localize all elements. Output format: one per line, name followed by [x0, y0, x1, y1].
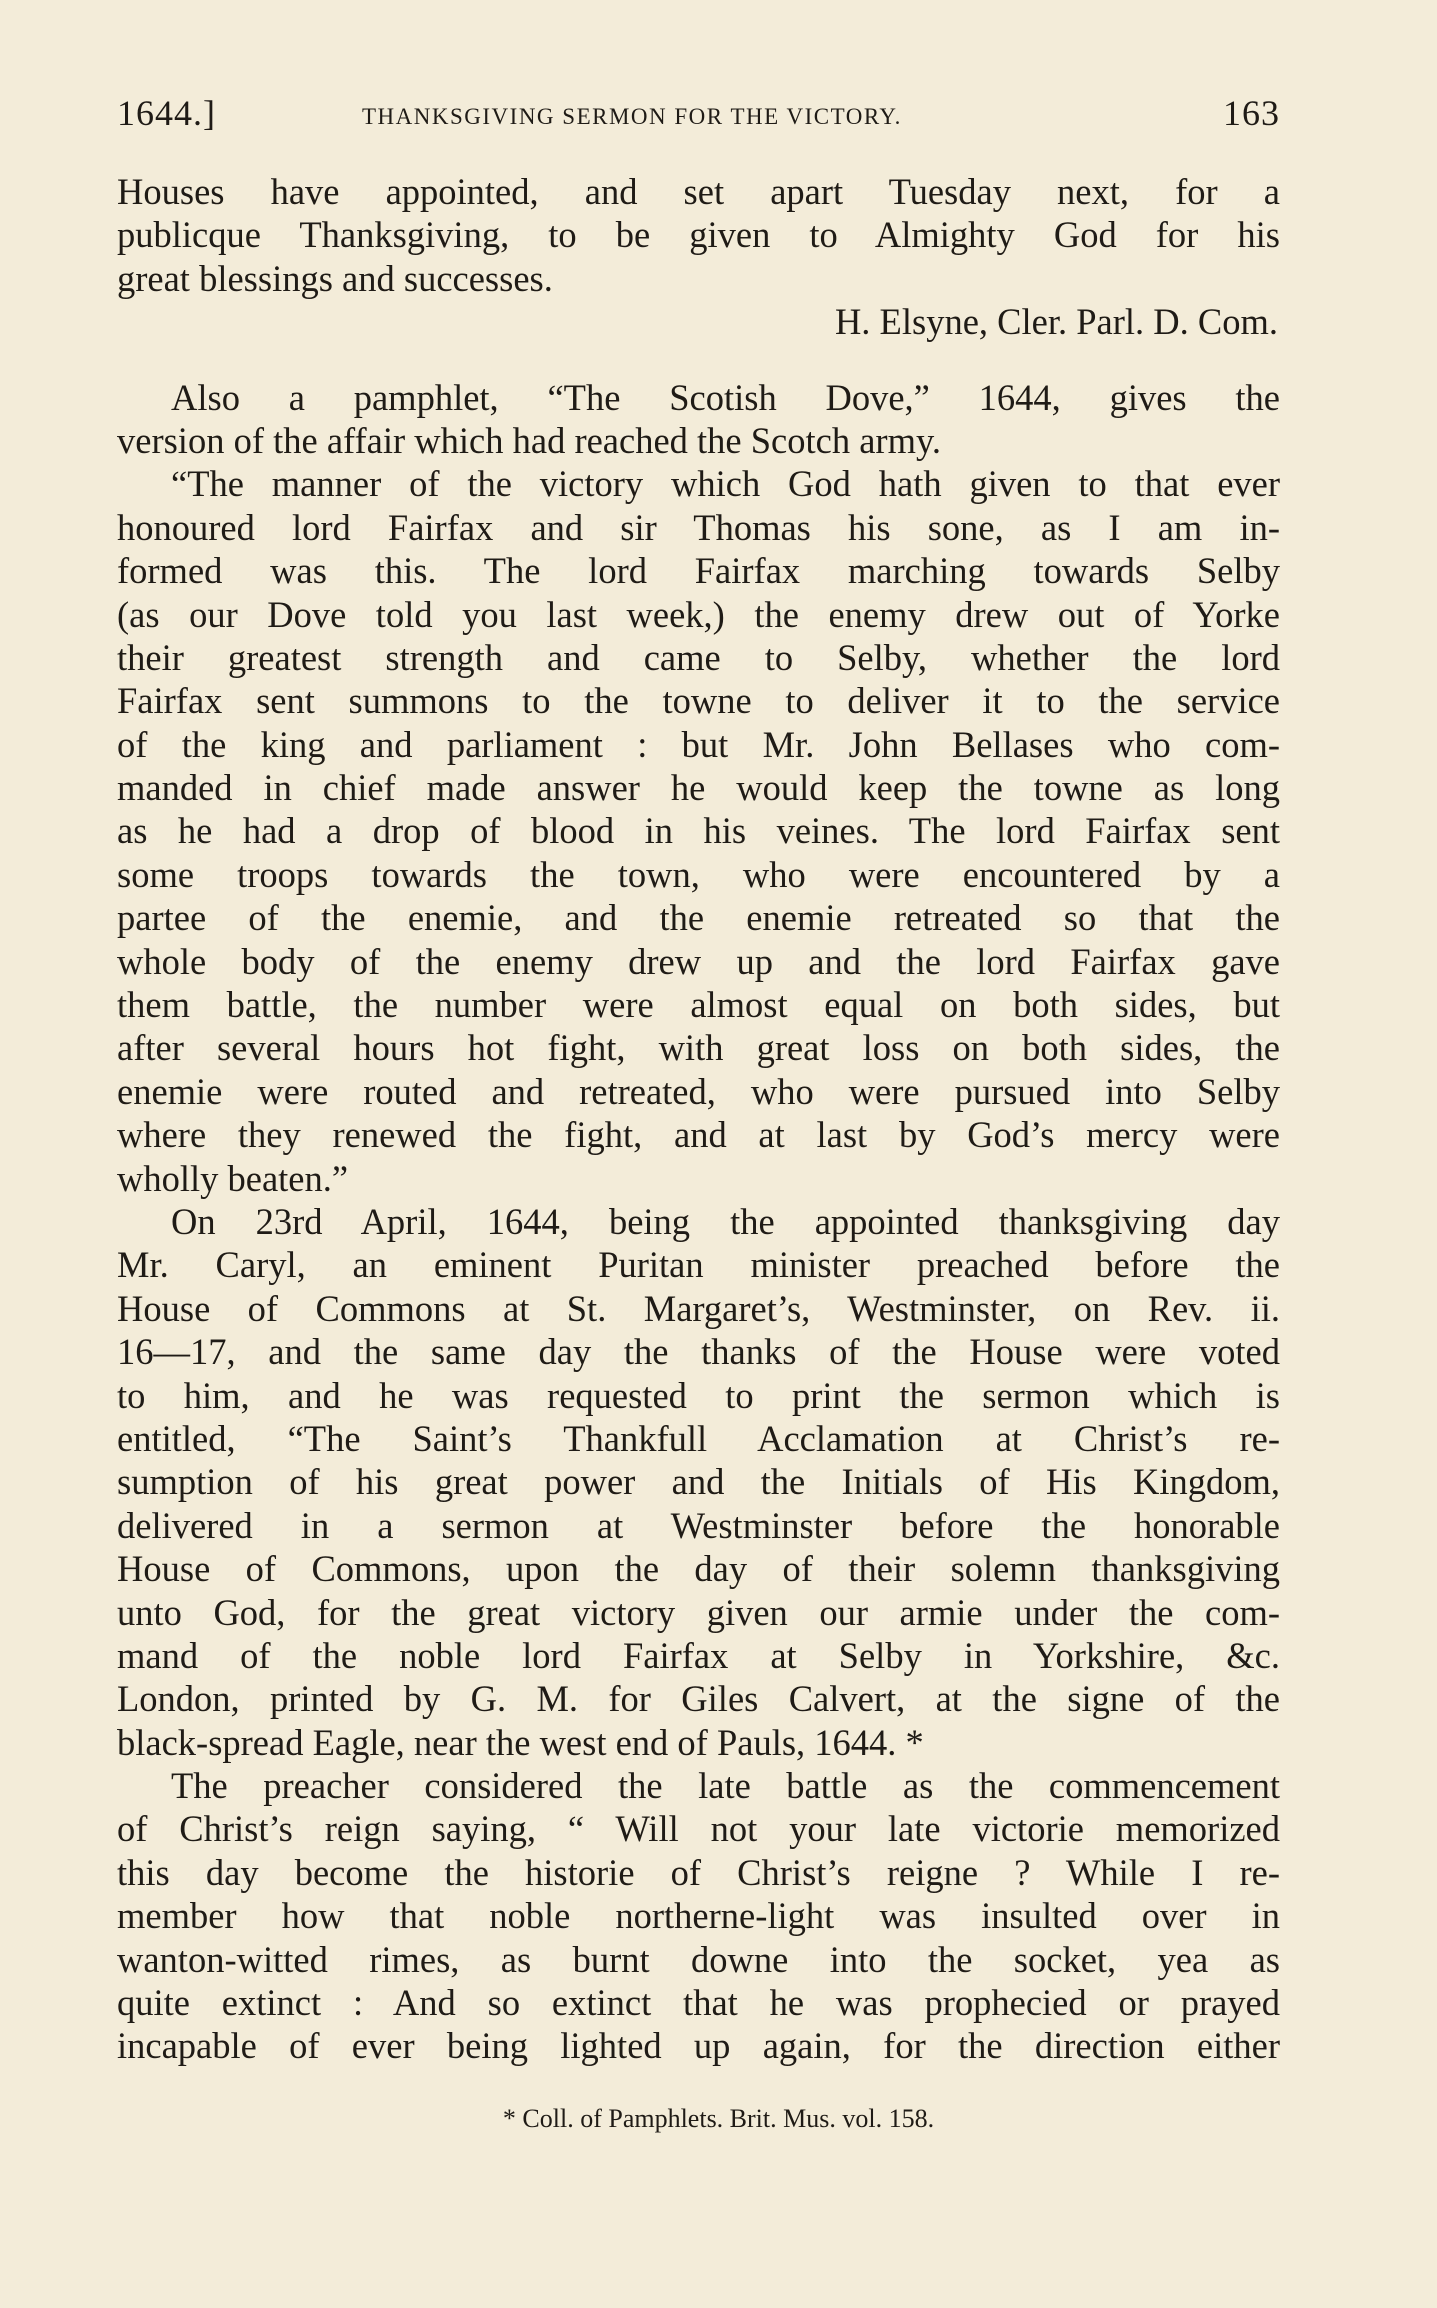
paragraph-2: [117, 376, 1280, 463]
text-line: delivered in a sermon at Westminster before the honorable: [117, 1504, 1280, 1546]
text-line: incapable of ever being lighted up again, for the direction either: [117, 2025, 1280, 2067]
text-line: Fairfax sent summons to the towne to deliver it to the service: [117, 680, 1280, 722]
text-line: Mr. Caryl, an eminent Puritan minister preached before the: [117, 1244, 1280, 1286]
text-line: of the king and parliament : but Mr. John Bellases who com-: [117, 723, 1280, 765]
text-line: House of Commons, upon the day of their solemn thanksgiving: [117, 1548, 1280, 1590]
text-line: honoured lord Fairfax and sir Thomas his sone, as I am in-: [117, 506, 1280, 548]
footnote: * Coll. of Pamphlets. Brit. Mus. vol. 158.: [502, 2104, 935, 2133]
text-line: where they renewed the fight, and at last by God’s mercy were: [117, 1114, 1280, 1156]
text-line: The preacher considered the late battle as the commencement: [171, 1765, 1280, 1807]
text-line: black-spread Eagle, near the west end of Pauls, 1644. *: [117, 1721, 924, 1763]
text-line: wanton-witted rimes, as burnt downe into the socket, yea as: [117, 1938, 1280, 1980]
text-line: Houses have appointed, and set apart Tuesday next, for a: [117, 171, 1280, 212]
text-line: them battle, the number were almost equal on both sides, but: [117, 984, 1280, 1026]
paragraph-3: [117, 462, 1280, 1200]
text-line: this day become the historie of Christ’s reigne ? While I re-: [117, 1851, 1280, 1893]
header-title: THANKSGIVING SERMON FOR THE VICTORY.: [362, 104, 902, 129]
page-number: 163: [1223, 93, 1280, 133]
text-line: of Christ’s reign saying, “ Will not your late victorie memorized: [117, 1808, 1280, 1850]
signature: H. Elsyne, Cler. Parl. D. Com.: [834, 301, 1278, 343]
text-line: “The manner of the victory which God hath given to that ever: [171, 463, 1280, 505]
text-line: whole body of the enemy drew up and the lord Fairfax gave: [117, 940, 1280, 982]
paragraph-gap: [117, 344, 1280, 376]
text-line: some troops towards the town, who were encountered by a: [117, 853, 1280, 895]
text-line: as he had a drop of blood in his veines. The lord Fairfax sent: [117, 810, 1280, 852]
text-line: quite extinct : And so extinct that he was prophecied or prayed: [117, 1982, 1280, 2024]
text-line: House of Commons at St. Margaret’s, Westminster, on Rev. ii.: [117, 1287, 1280, 1329]
text-line: unto God, for the great victory given our armie under the com-: [117, 1591, 1280, 1633]
text-line: formed was this. The lord Fairfax marching towards Selby: [117, 550, 1280, 592]
text-line: entitled, “The Saint’s Thankfull Acclamation at Christ’s re-: [117, 1417, 1280, 1459]
text-line: member how that noble northerne-light was insulted over in: [117, 1895, 1280, 1937]
text-line: (as our Dove told you last week,) the enemy drew out of Yorke: [117, 593, 1280, 635]
text-line: enemie were routed and retreated, who were pursued into Selby: [117, 1070, 1280, 1112]
text-line: to him, and he was requested to print the sermon which is: [117, 1374, 1280, 1416]
text-line: wholly beaten.”: [117, 1157, 349, 1199]
running-head: [117, 92, 1280, 142]
text-line: publicque Thanksgiving, to be given to Almighty God for his: [117, 214, 1280, 256]
text-line: their greatest strength and came to Selby, whether the lord: [117, 636, 1280, 678]
paragraph-4: [117, 1200, 1280, 1764]
paragraph-5: [117, 1764, 1280, 2068]
text-line: 16—17, and the same day the thanks of the House were voted: [117, 1331, 1280, 1373]
text-line: On 23rd April, 1644, being the appointed thanksgiving day: [171, 1200, 1280, 1242]
text-line: London, printed by G. M. for Giles Calvert, at the signe of the: [117, 1678, 1280, 1720]
paragraph-1: [117, 170, 1280, 344]
text-line: great blessings and successes.: [117, 257, 553, 299]
text-line: version of the affair which had reached the Scotch army.: [117, 419, 941, 461]
header-year: 1644.]: [117, 93, 216, 133]
text-line: Also a pamphlet, “The Scotish Dove,” 1644, gives the: [171, 376, 1280, 418]
text-line: sumption of his great power and the Initials of His Kingdom,: [117, 1461, 1280, 1503]
body-text: [117, 170, 1280, 2068]
text-line: mand of the noble lord Fairfax at Selby in Yorkshire, &c.: [117, 1634, 1280, 1676]
text-line: manded in chief made answer he would keep the towne as long: [117, 767, 1280, 809]
text-line: after several hours hot fight, with great loss on both sides, the: [117, 1027, 1280, 1069]
text-line: partee of the enemie, and the enemie retreated so that the: [117, 897, 1280, 939]
